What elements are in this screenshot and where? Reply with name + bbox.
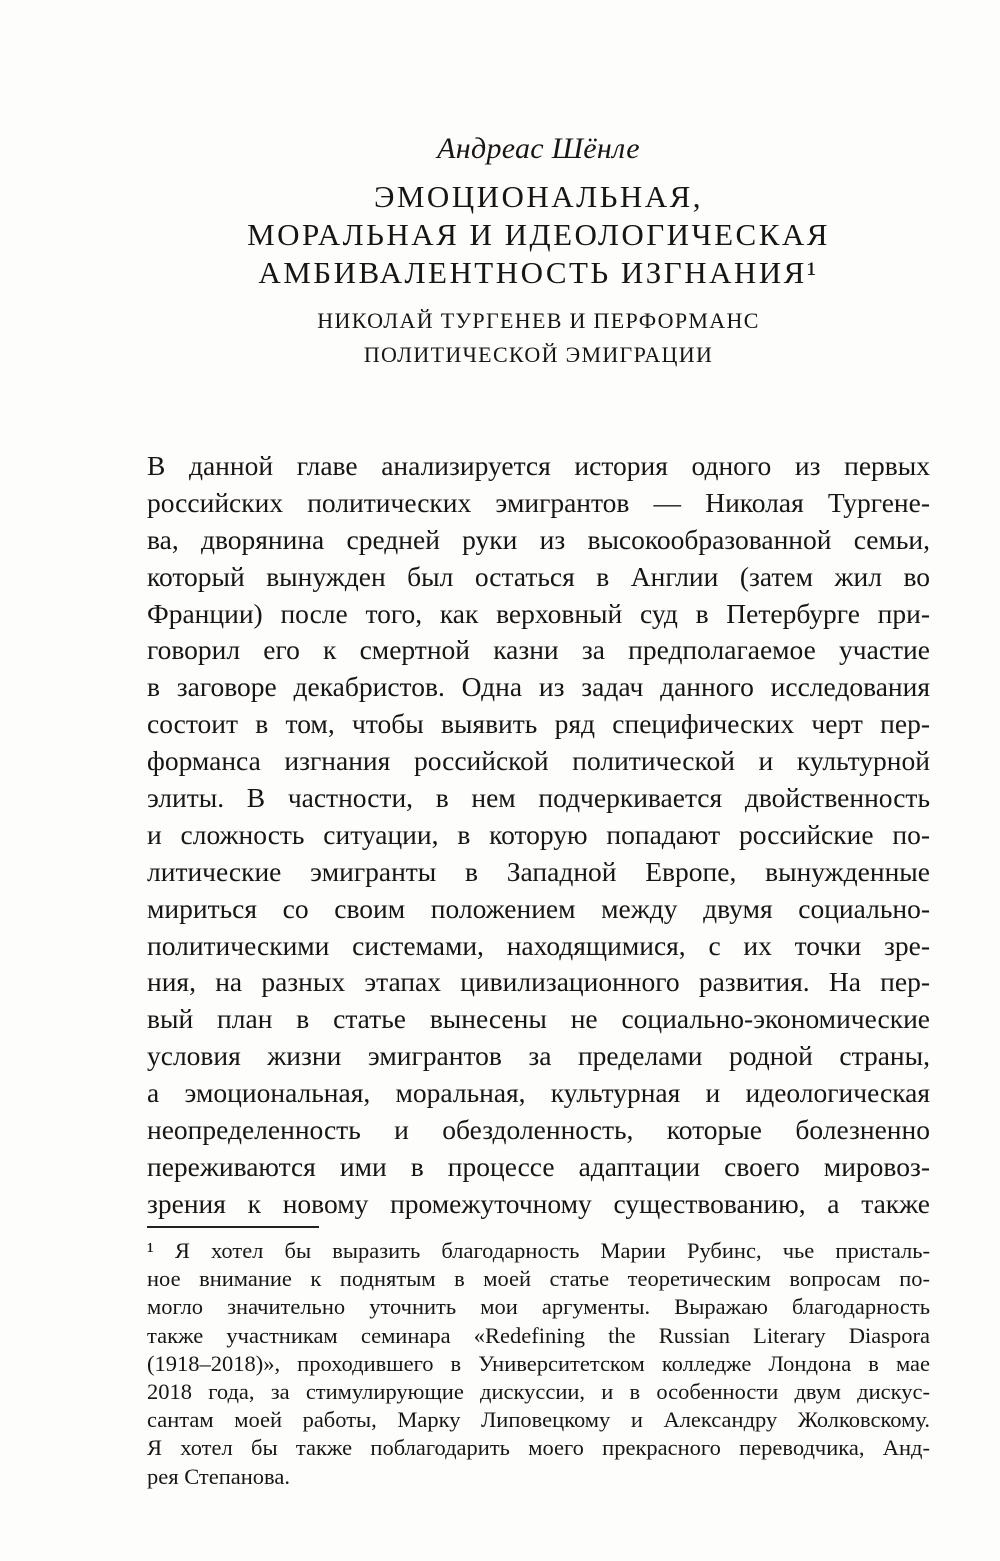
body-text-line: условия жизни эмигрантов за пределами родной страны, (147, 1040, 930, 1072)
footnote-text-line: (1918–2018)», проходившего в Университетском колледже Лондона в мае (147, 1350, 930, 1376)
chapter-title-line: МОРАЛЬНАЯ И ИДЕОЛОГИЧЕСКАЯ (247, 217, 830, 252)
chapter-subtitle (147, 304, 930, 372)
footnote-separator-rule (147, 1226, 319, 1228)
footnote-text-line: Я хотел бы также поблагодарить моего прекрасного переводчика, Анд- (147, 1435, 930, 1461)
chapter-subtitle-line: ПОЛИТИЧЕСКОЙ ЭМИГРАЦИИ (363, 342, 714, 367)
footnote-text-line: также участникам семинара «Redefining the Russian Literary Diaspora (147, 1322, 930, 1348)
body-text-line: элиты. В частности, в нем подчеркивается двойственность (147, 782, 930, 814)
body-text-line: состоит в том, чтобы выявить ряд специфических черт пер- (147, 708, 930, 740)
footnote-text-line: рея Степанова. (147, 1463, 290, 1489)
body-text-line: ва, дворянина средней руки из высокообразованной семьи, (147, 523, 930, 555)
chapter-title-line: АМБИВАЛЕНТНОСТЬ ИЗГНАНИЯ¹ (258, 255, 819, 290)
footnote (147, 1237, 930, 1491)
body-paragraph (147, 448, 930, 1223)
body-text-line: ния, на разных этапах цивилизационного развития. На пер- (147, 966, 930, 998)
footnote-text-line: ное внимание к поднятым в моей статье теоретическим вопросам по- (147, 1266, 930, 1292)
footnote-text-line: сантам моей работы, Марку Липовецкому и Александру Жолковскому. (147, 1407, 930, 1433)
body-text-line: российских политических эмигрантов — Николая Тургене- (147, 486, 930, 518)
body-text-line: и сложность ситуации, в которую попадают российские по- (147, 818, 930, 850)
body-text-line: мириться со своим положением между двумя социально- (147, 892, 930, 924)
footnote-text-line: 2018 года, за стимулирующие дискуссии, и в особенности двум дискус- (147, 1378, 930, 1404)
footnote-text-line: ¹ Я хотел бы выразить благодарность Марии Рубинс, чье присталь- (147, 1238, 930, 1263)
body-text-line: зрения к новому промежуточному существованию, а также (147, 1187, 930, 1219)
body-text-line: форманса изгнания российской политической и культурной (147, 745, 930, 777)
body-text-line: неопределенность и обездоленность, которые болезненно (147, 1114, 930, 1146)
footnote-text-line: могло значительно уточнить мои аргументы. Выражаю благодарность (147, 1294, 930, 1320)
body-text-line: а эмоциональная, моральная, культурная и идеологическая (147, 1077, 930, 1109)
body-text-line: литические эмигранты в Западной Европе, вынужденные (147, 855, 930, 887)
body-text-line: вый план в статье вынесены не социально-экономические (147, 1003, 930, 1035)
chapter-subtitle-line: НИКОЛАЙ ТУРГЕНЕВ И ПЕРФОРМАНС (317, 308, 760, 333)
body-text-line: который вынужден был остаться в Англии (затем жил во (147, 560, 930, 592)
body-text-line: политическими системами, находящимися, с их точки зре- (147, 929, 930, 961)
body-text-line: в заговоре декабристов. Одна из задач данного исследования (147, 671, 930, 703)
chapter-title (147, 178, 930, 292)
chapter-author: Андреас Шёнле (437, 132, 640, 165)
body-text-line: Франции) после того, как верховный суд в Петербурге при- (147, 597, 930, 629)
body-text-line: переживаются ими в процессе адаптации своего мировоз- (147, 1150, 930, 1182)
chapter-title-line: ЭМОЦИОНАЛЬНАЯ, (373, 179, 704, 214)
body-text-line: говорил его к смертной казни за предполагаемое участие (147, 634, 930, 666)
body-text-line: В данной главе анализируется история одного из первых (147, 450, 930, 481)
